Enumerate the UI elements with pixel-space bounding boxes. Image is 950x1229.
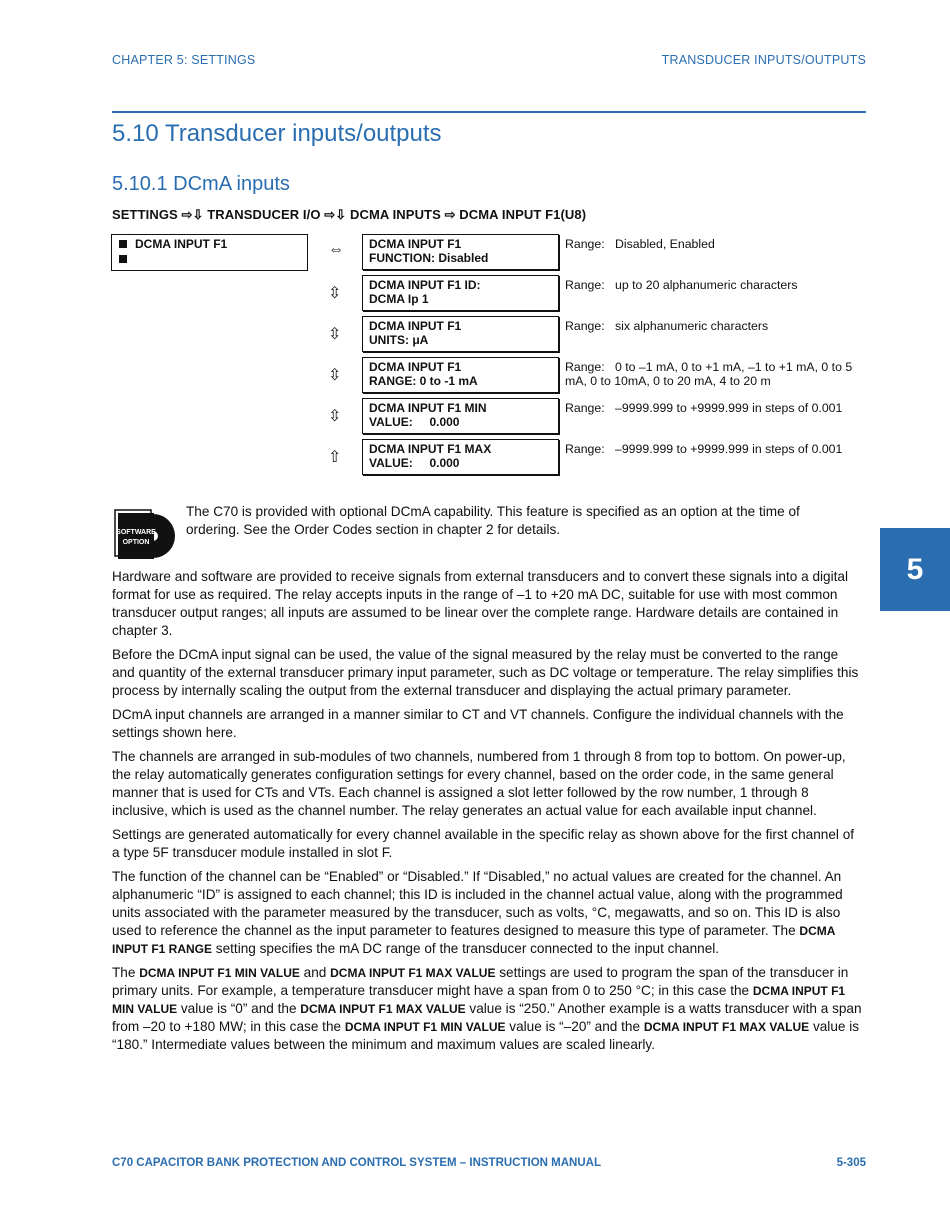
icon-text-option: OPTION <box>122 539 150 546</box>
menu-display-box <box>111 234 308 271</box>
setting-box-range <box>362 357 559 393</box>
range-label: Range: <box>565 442 605 456</box>
setting-range <box>565 401 860 415</box>
setting-box-function <box>362 234 559 270</box>
setting-line2: RANGE: 0 to -1 mA <box>369 374 478 388</box>
setting-name: DCMA INPUT F1 RANGE <box>112 924 835 956</box>
paragraph: Settings are generated automatically for every channel available in the specific relay as shown above for the first channel of a type 5F transducer module installed in slot F. <box>112 827 855 860</box>
paragraph-text: value is “250.” Another example is a watts transducer with a span from –20 to +180 MW; in this case the <box>112 1001 862 1034</box>
setting-line1: DCMA INPUT F1 MIN <box>369 401 487 415</box>
bullet-square-icon <box>119 240 127 248</box>
paragraph-text: value is “–20” and the <box>505 1019 644 1034</box>
running-header-chapter: CHAPTER 5: SETTINGS <box>112 53 256 67</box>
up-down-arrow-icon: ⇳ <box>328 326 342 343</box>
range-value: 0 to –1 mA, 0 to +1 mA, –1 to +1 mA, 0 to 5 mA, 0 to 10mA, 0 to 20 mA, 4 to 20 m <box>565 360 853 388</box>
paragraph: DCmA input channels are arranged in a manner similar to CT and VT channels. Configure the individual channels with the settings shown here. <box>112 707 844 740</box>
page-number: 5-305 <box>836 1157 866 1169</box>
range-label: Range: <box>565 401 605 415</box>
setting-name: DCMA INPUT F1 MIN VALUE <box>112 984 846 1016</box>
setting-line2: FUNCTION: Disabled <box>369 251 489 265</box>
setting-box-units <box>362 316 559 352</box>
menu-box-line1: DCMA INPUT F1 <box>135 237 228 251</box>
setting-name: DCMA INPUT F1 MIN VALUE <box>344 1020 506 1034</box>
footer-manual-title: C70 CAPACITOR BANK PROTECTION AND CONTROL SYSTEM – INSTRUCTION MANUAL <box>112 1157 601 1169</box>
setting-name: DCMA INPUT F1 MAX VALUE <box>300 1002 466 1016</box>
setting-line1: DCMA INPUT F1 ID: <box>369 278 481 292</box>
setting-line1: DCMA INPUT F1 MAX <box>369 442 492 456</box>
setting-name: DCMA INPUT F1 MAX VALUE <box>643 1020 810 1034</box>
software-option-icon <box>113 508 177 560</box>
up-arrow-icon: ⇧ <box>328 449 342 466</box>
subsection-title: 5.10.1 DCmA inputs <box>112 173 290 195</box>
paragraph-text: settings are used to program the span of the transducer in primary units. For example, a temperature transducer might have a span from 0 to 250 °C; in this case the <box>112 965 849 998</box>
setting-range <box>565 442 860 456</box>
setting-box-max-value <box>362 439 559 475</box>
chapter-tab: 5 <box>880 528 950 611</box>
range-value: Disabled, Enabled <box>615 237 715 251</box>
paragraph <box>112 964 864 1054</box>
range-value: up to 20 alphanumeric characters <box>615 278 798 292</box>
menu-path: SETTINGS ⇨⇩ TRANSDUCER I/O ⇨⇩ DCMA INPUTS ⇨ DCMA INPUT F1(U8) <box>112 207 587 222</box>
bullet-square-icon <box>119 255 127 263</box>
paragraph-text: and <box>299 965 331 980</box>
left-right-arrow-icon: ⇔ <box>328 241 344 258</box>
paragraph-text: The <box>112 965 140 980</box>
up-down-arrow-icon: ⇳ <box>328 367 342 384</box>
paragraph-text: value is “180.” Intermediate values between the minimum and maximum values are scaled linearly. <box>112 1019 860 1052</box>
setting-name: DCMA INPUT F1 MAX VALUE <box>330 966 496 980</box>
setting-line1: DCMA INPUT F1 <box>369 237 462 251</box>
setting-line2: DCMA Ip 1 <box>369 292 429 306</box>
setting-box-id <box>362 275 559 311</box>
range-label: Range: <box>565 360 605 374</box>
paragraph-text: setting specifies the mA DC range of the transducer connected to the input channel. <box>212 941 720 956</box>
range-label: Range: <box>565 237 605 251</box>
setting-line1: DCMA INPUT F1 <box>369 319 462 333</box>
setting-range <box>565 237 860 251</box>
body-text <box>112 568 864 1060</box>
setting-name: DCMA INPUT F1 MIN VALUE <box>139 966 300 980</box>
setting-box-min-value <box>362 398 559 434</box>
paragraph-text: value is “0” and the <box>177 1001 301 1016</box>
paragraph: The channels are arranged in sub-modules of two channels, numbered from 1 through 8 from top to bottom. On power-up, the relay automatically generates configuration settings for every channel, based on the order code, in the same general manner that is used for CTs and VTs. Each channel is assigned a slot letter followed by the row number, 1 through 8 inclusive, which is used as the channel number. The relay generates an actual value for each available input channel. <box>112 749 846 818</box>
setting-range <box>565 360 860 388</box>
range-value: –9999.999 to +9999.999 in steps of 0.001 <box>615 442 843 456</box>
paragraph <box>112 868 864 958</box>
header-rule <box>112 111 866 113</box>
paragraph-text: The function of the channel can be “Enabled” or “Disabled.” If “Disabled,” no actual values are created for the channel. An alphanumeric “ID” is assigned to each channel; this ID is included in the channel actual value, along with the programmed units associated with the parameter measured by the transducer, such as volts, °C, megawatts, and so on. This ID is also used to reference the channel as the input parameter to features designed to measure this type of parameter. The <box>112 869 843 938</box>
running-header-section: TRANSDUCER INPUTS/OUTPUTS <box>661 53 866 67</box>
range-value: –9999.999 to +9999.999 in steps of 0.001 <box>615 401 843 415</box>
paragraph: Before the DCmA input signal can be used, the value of the signal measured by the relay must be converted to the range and quantity of the external transducer primary input parameter, such as DC voltage or temperature. The relay simplifies this process by internally scaling the output from the external transducer and displaying the actual primary parameter. <box>112 647 859 698</box>
setting-line2: VALUE: 0.000 <box>369 415 460 429</box>
setting-line1: DCMA INPUT F1 <box>369 360 462 374</box>
range-label: Range: <box>565 319 605 333</box>
icon-text-software: SOFTWARE <box>116 529 156 536</box>
setting-line2: VALUE: 0.000 <box>369 456 460 470</box>
up-down-arrow-icon: ⇳ <box>328 285 342 302</box>
range-value: six alphanumeric characters <box>615 319 769 333</box>
setting-range <box>565 319 860 333</box>
setting-range <box>565 278 860 292</box>
range-label: Range: <box>565 278 605 292</box>
up-down-arrow-icon: ⇳ <box>328 408 342 425</box>
software-option-note: The C70 is provided with optional DCmA capability. This feature is specified as an option at the time of ordering. See the Order Codes section in chapter 2 for details. <box>186 504 800 537</box>
paragraph: Hardware and software are provided to receive signals from external transducers and to convert these signals into a digital format for use as required. The relay accepts inputs in the range of –1 to +20 mA DC, suitable for use with most common transducer output ranges; all inputs are assumed to be linear over the complete range. Hardware details are contained in chapter 3. <box>112 569 848 638</box>
setting-line2: UNITS: μA <box>369 333 429 347</box>
section-title: 5.10 Transducer inputs/outputs <box>112 120 442 147</box>
